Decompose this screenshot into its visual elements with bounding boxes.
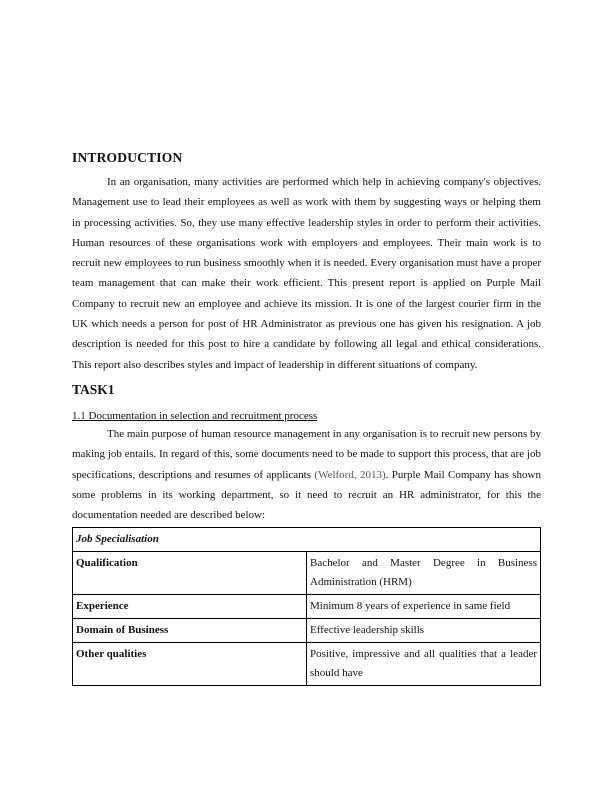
table-label: Qualification (73, 552, 307, 595)
table-row (73, 595, 541, 619)
task1-heading: TASK1 (72, 381, 115, 397)
table-value: Positive, impressive and all qualities that a leader should have (307, 643, 541, 686)
task1-paragraph-text-cont: . Purple Mail Company has shown some problems in its working department, so it need to recruit an HR administrator, for this the documentation needed are described below: (72, 468, 541, 522)
table-value: Bachelor and Master Degree in Business Administration (HRM) (307, 552, 541, 595)
table-header-row (73, 528, 541, 552)
task1-paragraph (72, 424, 541, 525)
table-row (73, 552, 541, 595)
table-value: Effective leadership skills (307, 619, 541, 643)
table-row (73, 643, 541, 686)
job-specialisation-table (72, 527, 541, 686)
table-row (73, 619, 541, 643)
table-label: Experience (73, 595, 307, 619)
citation: (Welford, 2013) (314, 468, 386, 481)
table-header: Job Specialisation (73, 528, 541, 552)
table-label: Domain of Business (73, 619, 307, 643)
task1-subheading: 1.1 Documentation in selection and recruitment process (72, 409, 318, 422)
introduction-paragraph: In an organisation, many activities are performed which help in achieving company's objectives. Management use to lead their employees as well as work with them by suggesting ways or helping them in processing activities. So, they use many effective leadership styles in order to perform their activities. Human resources of these organisations work with employers and employees. Their main work is to recruit new employees to run business smoothly when it is needed. Every organisation must have a proper team management that can make their work efficient. This present report is applied on Purple Mail Company to recruit new an employee and achieve its mission. It is one of the largest courier firm in the UK which needs a person for post of HR Administrator as previous one has given his resignation. A job description is needed for this post to hire a candidate by following all legal and ethical considerations. This report also describes styles and impact of leadership in different situations of company. (72, 176, 541, 371)
introduction-heading: INTRODUCTION (72, 150, 183, 165)
table-value: Minimum 8 years of experience in same field (307, 595, 541, 619)
task1-paragraph-text: The main purpose of human resource management in any organisation is to recruit new persons by making job entails. In regard of this, some documents need to be made to support this process, that are job specifications, descriptions and resumes of applicants (72, 427, 541, 481)
table-label: Other qualities (73, 643, 307, 686)
document-page (72, 150, 541, 686)
